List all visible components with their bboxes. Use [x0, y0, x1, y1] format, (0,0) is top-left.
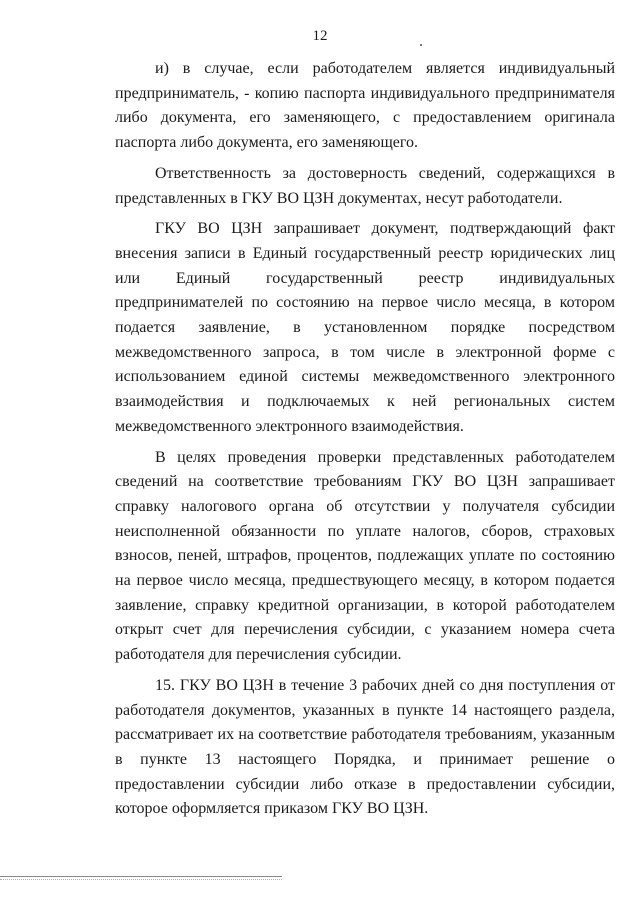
footer-divider: [0, 876, 282, 877]
page-number: 12: [312, 28, 328, 44]
scan-speck: [420, 44, 422, 46]
paragraph-tax-check: В целях проведения проверки представленных работодателем сведений на соответствие требованиям ГКУ ВО ЦЗН запрашивает справку налогового органа об отсутствии у получателя субсидии неисполненной обязанности по уплате налогов, сборов, страховых взносов, пеней, штрафов, процентов, подлежащих уплате по состоянию на первое число месяца, предшествующего месяцу, в котором подается заявление, справку кредитной организации, в которой работодателем открыт счет для перечисления субсидии, с указанием номера счета работодателя для перечисления субсидии.: [115, 448, 615, 664]
paragraph-registry-request: ГКУ ВО ЦЗН запрашивает документ, подтверждающий факт внесения записи в Единый государственный реестр юридических лиц или Единый государственный реестр индивидуальных предпринимателей по состоянию на первое число месяца, в котором подается заявление, в установленном порядке посредством межведомственного запроса, в том числе в электронной форме с использованием единой системы межведомственного электронного взаимодействия и подключаемых к ней региональных систем межведомственного электронного взаимодействия.: [115, 220, 615, 435]
paragraph-responsibility: Ответственность за достоверность сведений, содержащихся в представленных в ГКУ ВО ЦЗН документах, несут работодатели.: [115, 164, 615, 207]
paragraph-item-15: 15. ГКУ ВО ЦЗН в течение 3 рабочих дней со дня поступления от работодателя документов, указанных в пункте 14 настоящего раздела, рассматривает их на соответствие работодателя требованиям, указанным в пункте 13 настоящего Порядка, и принимает решение о предоставлении субсидии либо отказе в предоставлении субсидии, которое оформляется приказом ГКУ ВО ЦЗН.: [115, 676, 615, 818]
footer-divider-shadow: [0, 879, 282, 880]
document-body: [115, 57, 615, 822]
paragraph-item-i: и) в случае, если работодателем является индивидуальный предприниматель, - копию паспорта индивидуального предпринимателя либо документа, его заменяющего, с предоставлением оригинала паспорта либо документа, его заменяющего.: [115, 60, 615, 152]
